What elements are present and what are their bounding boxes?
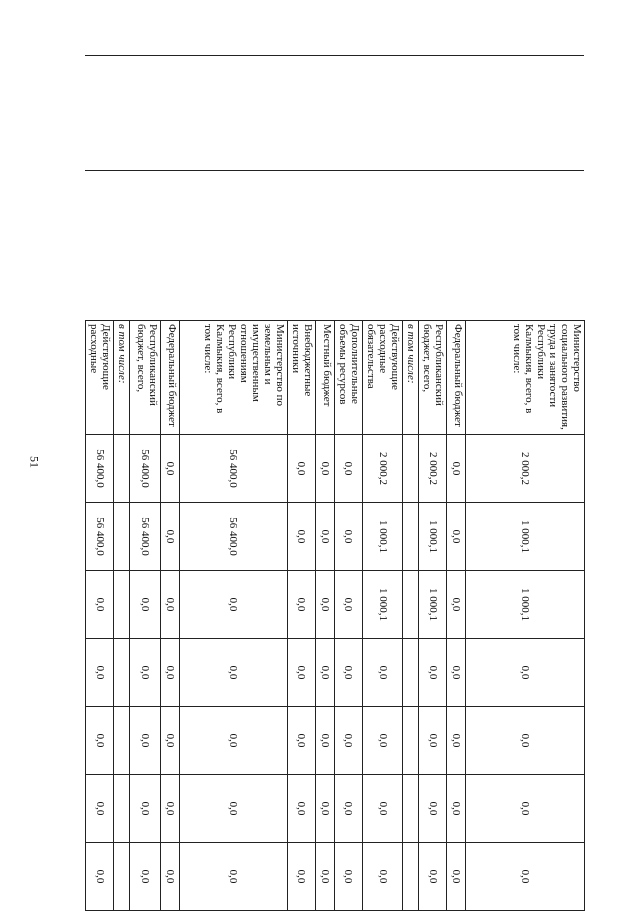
value-cell: 56 400,0 [180, 435, 288, 503]
row-label-text: Республиканский бюджет, всего, [135, 324, 160, 406]
budget-table [85, 55, 585, 911]
value-cell: 1 000,1 [362, 503, 403, 571]
value-cell: 0,0 [362, 843, 403, 911]
row-label-text: Действующие расходные обязательства [365, 324, 402, 390]
blank-column-a [287, 56, 584, 171]
value-cell: 0,0 [129, 571, 160, 639]
value-cell: 0,0 [334, 435, 362, 503]
value-cell: 0,0 [447, 571, 466, 639]
value-cell: 0,0 [287, 571, 315, 639]
value-cell: 0,0 [180, 775, 288, 843]
value-cell: 0,0 [447, 639, 466, 707]
row-label [447, 321, 466, 435]
value-cell: 0,0 [362, 707, 403, 775]
row-label-text: Дополнительные объемы ресурсов [336, 324, 361, 405]
value-cell [114, 775, 130, 843]
row-label [419, 321, 447, 435]
row-label-text: в том числе: [115, 324, 128, 384]
value-cell: 0,0 [180, 571, 288, 639]
value-cell: 0,0 [362, 775, 403, 843]
value-cell: 0,0 [419, 843, 447, 911]
value-cell [114, 435, 130, 503]
row-label [334, 321, 362, 435]
value-cell: 0,0 [447, 503, 466, 571]
value-cell: 0,0 [419, 639, 447, 707]
value-cell [114, 707, 130, 775]
row-label [180, 321, 288, 435]
row-label [129, 321, 160, 435]
value-cell: 0,0 [466, 707, 585, 775]
value-cell: 0,0 [180, 639, 288, 707]
row-label-text: Федеральный бюджет [166, 324, 179, 427]
value-cell: 2 000,2 [362, 435, 403, 503]
value-cell: 0,0 [287, 435, 315, 503]
blank-column-b [287, 171, 584, 321]
row-label-text: Республиканский бюджет, всего, [421, 324, 446, 406]
value-cell: 0,0 [447, 775, 466, 843]
table-row [466, 56, 585, 911]
blank-column-b [86, 171, 288, 321]
value-cell: 0,0 [334, 843, 362, 911]
value-cell: 56 400,0 [129, 503, 160, 571]
value-cell [114, 571, 130, 639]
value-cell: 0,0 [315, 571, 334, 639]
value-cell: 1 000,1 [362, 571, 403, 639]
value-cell [114, 843, 130, 911]
row-label-text: Действующие расходные [88, 324, 113, 390]
value-cell: 0,0 [180, 707, 288, 775]
value-cell: 0,0 [447, 843, 466, 911]
blank-column-a [86, 56, 288, 171]
row-label [403, 321, 419, 435]
value-cell: 1 000,1 [466, 571, 585, 639]
value-cell: 2 000,2 [466, 435, 585, 503]
table-row [180, 56, 288, 911]
value-cell: 0,0 [129, 843, 160, 911]
value-cell: 0,0 [129, 707, 160, 775]
value-cell [403, 707, 419, 775]
value-cell: 0,0 [287, 503, 315, 571]
value-cell [403, 571, 419, 639]
value-cell: 0,0 [86, 639, 114, 707]
value-cell: 0,0 [161, 843, 180, 911]
value-cell: 0,0 [287, 639, 315, 707]
row-label-text: Внебюджетные источники [289, 324, 314, 397]
value-cell [403, 775, 419, 843]
value-cell: 0,0 [447, 707, 466, 775]
value-cell: 0,0 [86, 707, 114, 775]
value-cell: 0,0 [161, 707, 180, 775]
value-cell: 0,0 [334, 775, 362, 843]
value-cell: 0,0 [334, 707, 362, 775]
value-cell: 0,0 [161, 775, 180, 843]
value-cell: 0,0 [447, 435, 466, 503]
value-cell: 0,0 [466, 639, 585, 707]
row-label-text: в том числе: [405, 324, 418, 384]
value-cell: 0,0 [466, 775, 585, 843]
value-cell [114, 639, 130, 707]
value-cell: 0,0 [334, 503, 362, 571]
value-cell: 1 000,1 [419, 503, 447, 571]
value-cell: 0,0 [334, 571, 362, 639]
value-cell [114, 503, 130, 571]
value-cell: 0,0 [466, 843, 585, 911]
value-cell: 0,0 [315, 435, 334, 503]
value-cell: 0,0 [287, 843, 315, 911]
value-cell [403, 435, 419, 503]
value-cell: 0,0 [161, 435, 180, 503]
table-body [86, 56, 585, 911]
row-label-text: Министерство социального развития, труда и занятости Республики Калмыкия, всего, в том числе: [511, 324, 583, 430]
row-label [466, 321, 585, 435]
value-cell [403, 639, 419, 707]
value-cell [403, 843, 419, 911]
value-cell: 0,0 [334, 639, 362, 707]
value-cell: 0,0 [129, 639, 160, 707]
value-cell: 1 000,1 [419, 571, 447, 639]
value-cell: 0,0 [315, 775, 334, 843]
row-label [161, 321, 180, 435]
row-label [114, 321, 130, 435]
page-number: 51 [27, 456, 42, 468]
value-cell: 56 400,0 [180, 503, 288, 571]
value-cell: 0,0 [419, 707, 447, 775]
value-cell: 0,0 [180, 843, 288, 911]
row-label [287, 321, 315, 435]
value-cell: 0,0 [419, 775, 447, 843]
row-label-text: Местный бюджет [320, 324, 333, 407]
row-label [86, 321, 114, 435]
value-cell: 1 000,1 [466, 503, 585, 571]
value-cell: 2 000,2 [419, 435, 447, 503]
value-cell: 56 400,0 [86, 435, 114, 503]
value-cell: 0,0 [315, 503, 334, 571]
row-label-text: Федеральный бюджет [452, 324, 464, 427]
value-cell: 0,0 [362, 639, 403, 707]
value-cell: 0,0 [287, 707, 315, 775]
value-cell: 0,0 [315, 707, 334, 775]
value-cell: 0,0 [129, 775, 160, 843]
value-cell: 0,0 [287, 775, 315, 843]
value-cell: 0,0 [86, 571, 114, 639]
value-cell: 0,0 [86, 775, 114, 843]
row-label-text: Министерство по земельным и имущественным отношениям Республики Калмыкия, всего, в том числе: [201, 324, 286, 414]
value-cell: 0,0 [315, 843, 334, 911]
rotated-table-container [85, 55, 585, 884]
value-cell: 0,0 [161, 639, 180, 707]
value-cell [403, 503, 419, 571]
value-cell: 56 400,0 [129, 435, 160, 503]
value-cell: 0,0 [161, 503, 180, 571]
row-label [362, 321, 403, 435]
value-cell: 56 400,0 [86, 503, 114, 571]
value-cell: 0,0 [161, 571, 180, 639]
value-cell: 0,0 [315, 639, 334, 707]
row-label [315, 321, 334, 435]
value-cell: 0,0 [86, 843, 114, 911]
